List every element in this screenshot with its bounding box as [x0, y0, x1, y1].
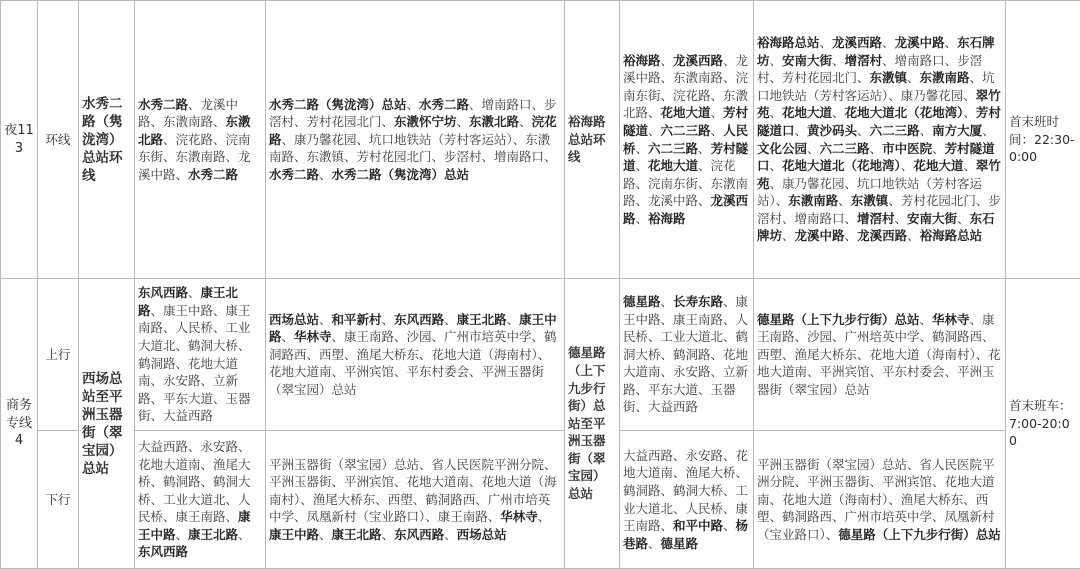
stops-cell	[620, 1, 754, 279]
route-direction: 上行	[38, 279, 79, 431]
stop-text: 、	[957, 211, 970, 226]
stop-bold: 东漖北路	[138, 114, 251, 147]
stops-cell	[620, 279, 754, 431]
stop-bold: 龙溪中路	[795, 228, 845, 243]
stop-bold: 花地大道	[648, 158, 698, 173]
stop-bold: 康王北路	[138, 285, 238, 318]
stop-bold: 和平新村	[332, 312, 382, 327]
stops-cell	[754, 431, 1006, 569]
stop-text: 、	[932, 141, 945, 156]
route-number: 商务专线4	[1, 279, 38, 569]
stop-text: 、	[920, 312, 933, 327]
stop-bold: 水秀二路（隽泷湾）总站	[269, 97, 407, 112]
stops-cell	[135, 431, 266, 569]
stop-text: 、康王中路、康王南路、人民桥、工业大道北、鹤洞大桥、鹤洞路、花地大道南、永安路、立新路、平东大道、玉器街、大益西路	[138, 303, 251, 424]
stop-text: 、芳村花园北门、步滘村、增南路口、	[757, 193, 1001, 226]
stop-text: 平洲玉器街（翠宝园）总站、省人民医院平洲分院、平洲玉器街、平洲宾馆、花地大道南、花地大道（海南村）、渔尾大桥东、西塱、鹤洞路西、广州市培英中学、凤凰新村（宝业路口）、	[757, 457, 995, 542]
stop-text: 、	[963, 158, 976, 173]
route-name: 水秀二路（隽泷湾）总站环线	[79, 1, 135, 279]
stop-text: 、浣花路、浣南东街、东漖南路、龙溪中路、	[138, 132, 251, 182]
stop-text: 、	[382, 527, 395, 542]
stop-text: 、增南路口、步滘村、芳村花园北门、	[269, 97, 557, 130]
stop-text: 大益西路、永安路、花地大道南、渔尾大桥、鹤洞路、鹤洞大桥、工业大道北、人民桥、康王南路、	[623, 448, 748, 533]
stop-text: 、	[648, 536, 661, 551]
stop-text: 、	[895, 211, 908, 226]
stop-text: 、	[723, 518, 736, 533]
stop-bold: 安南大街	[907, 211, 957, 226]
stops-cell	[135, 1, 266, 279]
stop-bold: 西场总站	[457, 527, 507, 542]
stop-text: 、	[636, 211, 649, 226]
stop-text: 、	[770, 158, 783, 173]
stop-bold: 东漖南路	[920, 70, 970, 85]
stop-text: 、	[507, 312, 520, 327]
stop-text: 、	[920, 123, 933, 138]
stop-bold: 龙溪西路	[832, 35, 882, 50]
stop-text: 、	[820, 35, 833, 50]
stop-text: 、	[795, 123, 808, 138]
stop-text: 、康乃馨花园、坑口地铁站（芳村客运站）、东漖南路、东漖镇、芳村花园北门、步滘村、增南路口、	[269, 132, 557, 165]
stop-bold: 和平中路	[673, 518, 723, 533]
stop-bold: 龙溪中路	[895, 35, 945, 50]
stop-bold: 东漖北路	[469, 114, 519, 129]
stop-bold: 裕海路	[648, 211, 686, 226]
stop-bold: 文化公园	[757, 141, 807, 156]
stop-bold: 东风西路	[138, 544, 188, 559]
stop-text: 、康王中路、康王南路、人民桥、工业大道北、鹤洞大桥、鹤洞路、花地大道南、永安路、立新路、平东大道、玉器街、大益西路	[623, 294, 748, 415]
table-row	[1, 1, 1080, 279]
stop-text: 、	[711, 105, 724, 120]
stop-text: 、	[538, 509, 551, 524]
stop-bold: 龙溪西路	[857, 228, 907, 243]
stop-text: 、浣花路、浣南东街、东漖南路、龙溪中路、	[623, 158, 748, 208]
stops-cell	[754, 1, 1006, 279]
stops-cell	[135, 279, 266, 431]
stop-bold: 水秀二路（隽泷湾）总站	[332, 167, 470, 182]
stop-text: 、	[982, 123, 995, 138]
stop-text: 、	[945, 35, 958, 50]
route-number: 夜113	[1, 1, 38, 279]
stop-bold: 德星路（上下九步行街）总站	[838, 527, 1001, 542]
stop-bold: 水秀二路	[138, 97, 188, 112]
stop-bold: 黄沙码头	[807, 123, 857, 138]
stop-text: 、	[882, 35, 895, 50]
stop-text: 、	[319, 312, 332, 327]
stop-bold: 花地大道	[782, 105, 832, 120]
stop-bold: 裕海路总站	[757, 35, 820, 50]
stop-text: 、	[457, 114, 470, 129]
stop-text: 、	[870, 141, 883, 156]
stop-text: 、坑口地铁站（芳村客运站）、康乃馨花园、	[757, 70, 995, 103]
stop-text: 、	[282, 329, 295, 344]
stop-bold: 芳村隧道口	[757, 105, 1001, 138]
stop-bold: 华林寺	[294, 329, 332, 344]
stop-bold: 华林寺	[932, 312, 970, 327]
stop-bold: 芳村隧道口	[757, 141, 995, 174]
stop-bold: 人民桥	[623, 123, 748, 156]
service-time: 首末班车：7:00-20:00	[1006, 279, 1080, 569]
stop-text: 、龙溪中路、东漖南路、	[138, 97, 238, 130]
stop-bold: 德星路（上下九步行街）总站	[757, 312, 920, 327]
stop-bold: 德星路	[661, 536, 699, 551]
stop-text: 、	[636, 158, 649, 173]
stop-bold: 翠竹苑	[757, 88, 1001, 121]
stops-cell	[266, 1, 565, 279]
stops-cell	[754, 279, 1006, 431]
stop-text: 、	[782, 228, 795, 243]
stop-bold: 康王北路	[332, 527, 382, 542]
stop-bold: 安南大街	[782, 53, 832, 68]
stop-text: 、	[845, 228, 858, 243]
terminal-name: 德星路（上下九步行街）总站至平洲玉器街（翠宝园）总站	[565, 279, 620, 569]
stop-bold: 六二三路	[661, 123, 711, 138]
stop-text: 、	[319, 167, 332, 182]
stop-bold: 东风西路	[394, 312, 444, 327]
stop-bold: 裕海路总站	[920, 228, 983, 243]
stop-bold: 龙溪西路	[623, 193, 748, 226]
stop-bold: 浣花路	[269, 114, 557, 147]
stop-bold: 东风西路	[394, 527, 444, 542]
stop-text: 、	[698, 141, 711, 156]
stop-bold: 水秀二路	[269, 167, 319, 182]
stop-bold: 南方大厦	[932, 123, 982, 138]
service-time: 首末班时间：22:30-0:00	[1006, 1, 1080, 279]
stop-text: 、康王南路、沙园、广州培英中学、鹤洞路西、西塱、渔尾大桥东、花地大道（海南村）、花地大道南、平洲宾馆、平东村委会、平洲玉器街（翠宝园）总站	[757, 312, 1001, 397]
route-name: 西场总站至平洲玉器街（翠宝园）总站	[79, 279, 135, 569]
stop-text: 、	[661, 53, 674, 68]
stop-bold: 水秀二路	[419, 97, 469, 112]
stop-bold: 花地大道北（花地湾）	[845, 105, 964, 120]
stop-bold: 华林寺	[500, 509, 538, 524]
stop-text: 大益西路、永安路、花地大道南、渔尾大桥、鹤洞路、鹤洞大桥、工业大道北、人民桥、康王南路、	[138, 439, 251, 524]
stop-text: 、	[963, 105, 976, 120]
stop-bold: 西场总站	[269, 312, 319, 327]
table-row	[1, 279, 1080, 431]
stop-text: 、	[188, 285, 201, 300]
stop-text: 、	[238, 527, 251, 542]
stop-text: 、	[519, 114, 532, 129]
stop-bold: 东风西路	[138, 285, 188, 300]
stop-text: 、	[382, 312, 395, 327]
stop-bold: 六二三路	[870, 123, 920, 138]
table-row	[1, 431, 1080, 569]
stop-bold: 康王北路	[188, 527, 238, 542]
stop-text: 平洲玉器街（翠宝园）总站、省人民医院平洲分院、平洲玉器街、平洲宾馆、花地大道南、花地大道（海南村）、渔尾大桥东、西塱、鹤洞路西、广州市培英中学、凤凰新村（宝业路口）、康王南路、	[269, 457, 557, 525]
stop-text: 、花地大道（海南村）、花地大道南、平洲宾馆、平东村委会、平洲玉器街（翠宝园）总站	[269, 347, 550, 397]
stop-text: 、	[832, 105, 845, 120]
terminal-name: 裕海路总站环线	[565, 1, 620, 279]
stop-text: 、	[832, 53, 845, 68]
stop-text: 、	[444, 312, 457, 327]
stop-text: 、	[907, 70, 920, 85]
route-direction: 环线	[38, 1, 79, 279]
stop-bold: 东漖南路	[788, 193, 838, 208]
stop-bold: 东漖镇	[851, 193, 889, 208]
stop-text: 、	[636, 141, 649, 156]
stop-text: 、龙溪中路、东漖南路、浣南东街、浣花路、东漖北路、	[623, 53, 748, 121]
stop-bold: 东漖镇	[870, 70, 908, 85]
stop-text: 渔尾大桥东	[357, 347, 420, 362]
stop-bold: 六二三路	[648, 141, 698, 156]
stop-bold: 康王中路	[269, 312, 557, 345]
stop-bold: 花地大道	[913, 158, 963, 173]
stop-bold: 翠竹苑	[757, 158, 1001, 191]
stop-bold: 龙溪西路	[673, 53, 723, 68]
stop-text: 、	[907, 228, 920, 243]
stop-text: 、	[901, 158, 914, 173]
stops-cell	[266, 431, 565, 569]
stop-bold: 德星路	[623, 294, 661, 309]
stop-text: 、	[857, 123, 870, 138]
stop-text: 、康乃馨花园、坑口地铁站（芳村客运站）、	[757, 176, 982, 209]
stop-text: 、	[838, 193, 851, 208]
stop-bold: 增滘村	[857, 211, 895, 226]
stop-bold: 花地大道北（花地湾）	[782, 158, 901, 173]
stop-bold: 康王中路	[269, 527, 319, 542]
stop-bold: 芳村隧道	[623, 141, 748, 174]
stop-bold: 杨巷路	[623, 518, 748, 551]
stop-text: 、	[661, 294, 674, 309]
stop-bold: 长寿东路	[673, 294, 723, 309]
stops-cell	[266, 279, 565, 431]
stop-text: 、	[648, 123, 661, 138]
stop-text: 、	[444, 527, 457, 542]
stop-text: 、	[770, 105, 783, 120]
stop-text: 、	[319, 527, 332, 542]
stop-bold: 市中医院	[882, 141, 932, 156]
stop-bold: 芳村隧道	[623, 105, 748, 138]
stop-bold: 东石牌坊	[757, 211, 995, 244]
stop-text: 、康王南路、沙园、广州市培英中学、鹤洞路西、西塱、	[269, 329, 557, 362]
stop-text: 、	[807, 141, 820, 156]
stop-bold: 东石牌坊	[757, 35, 995, 68]
stop-bold: 东漖怀宁坊	[394, 114, 457, 129]
route-direction: 下行	[38, 431, 79, 569]
stops-cell	[620, 431, 754, 569]
stop-bold: 水秀二路	[188, 167, 238, 182]
stop-text: 、	[176, 527, 189, 542]
stop-bold: 康王中路	[138, 509, 251, 542]
stop-bold: 康王北路	[457, 312, 507, 327]
stop-bold: 六二三路	[820, 141, 870, 156]
stop-bold: 裕海路	[623, 53, 661, 68]
stop-text: 、	[770, 53, 783, 68]
stop-text: 、增南路口、步滘村、芳村花园北门、	[757, 53, 982, 86]
stop-bold: 增滘村	[845, 53, 883, 68]
stop-bold: 花地大道	[661, 105, 711, 120]
stop-text: 、	[711, 123, 724, 138]
stop-text: 、	[407, 97, 420, 112]
